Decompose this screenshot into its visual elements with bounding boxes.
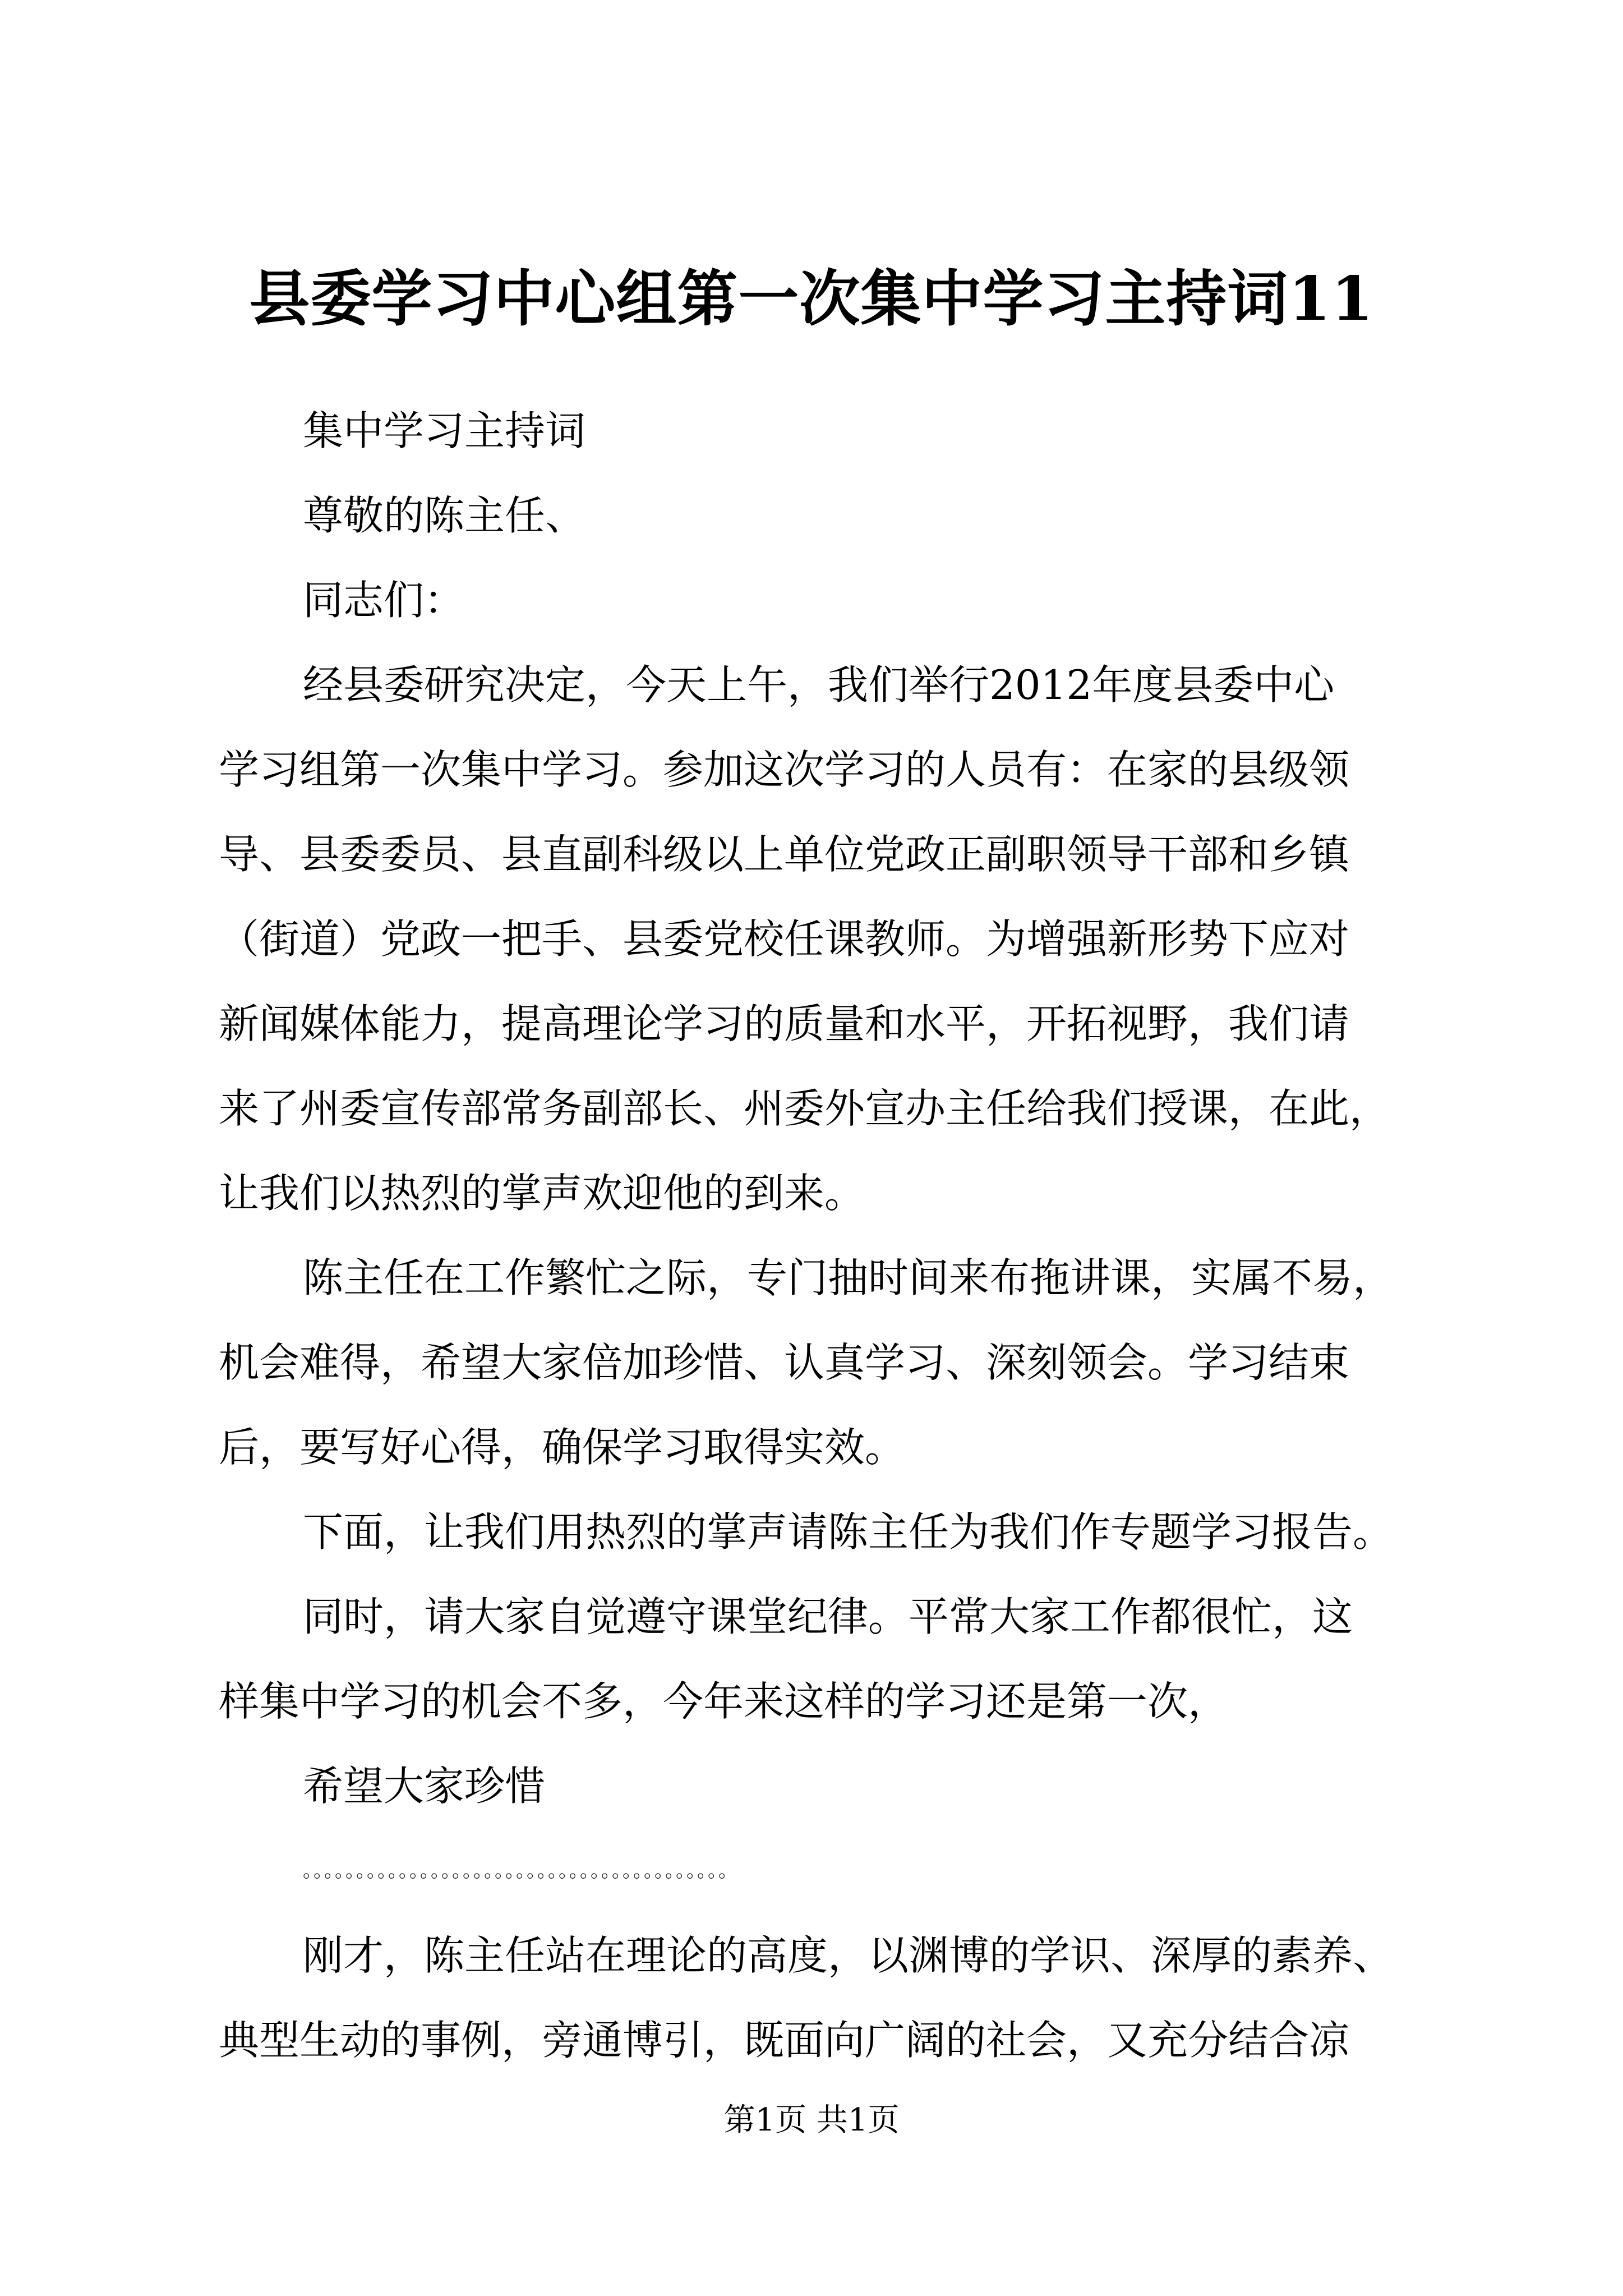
- paragraph-line: 陈主任在工作繁忙之际，专门抽时间来布拖讲课，实属不易，: [303, 1254, 1394, 1301]
- paragraph-line: 希望大家珍惜: [303, 1763, 546, 1810]
- paragraph-line: 学习组第一次集中学习。参加这次学习的人员有：在家的县级领: [219, 746, 1350, 793]
- paragraph-line: 下面，让我们用热烈的掌声请陈主任为我们作专题学习报告。: [303, 1508, 1394, 1556]
- page-footer: 第1页 共1页: [723, 2102, 900, 2138]
- paragraph-line: （街道）党政一把手、县委党校任课教师。为增强新形势下应对: [219, 915, 1350, 963]
- ellipsis-line: 。。。。。。。。。。。。。。。。。。。。。。。。。。。。。。。。。。。。。。。。: [303, 1860, 739, 1882]
- paragraph-line: 让我们以热烈的掌声欢迎他的到来。: [219, 1170, 865, 1217]
- paragraph-line: 样集中学习的机会不多，今年来这样的学习还是第一次，: [219, 1678, 1229, 1725]
- paragraph-line: 尊敬的陈主任、: [303, 492, 586, 539]
- paragraph-line: 后，要写好心得，确保学习取得实效。: [219, 1424, 906, 1471]
- paragraph-line: 刚才，陈主任站在理论的高度，以渊博的学识、深厚的素养、: [303, 1932, 1394, 1979]
- paragraph-line: 同时，请大家自觉遵守课堂纪律。平常大家工作都很忙，这: [303, 1593, 1353, 1640]
- paragraph-line: 典型生动的事例，旁通博引，既面向广阔的社会，又充分结合凉: [219, 2017, 1350, 2064]
- paragraph-line: 经县委研究决定，今天上午，我们举行2012年度县委中心: [303, 661, 1335, 708]
- paragraph-line: 来了州委宣传部常务副部长、州委外宣办主任给我们授课，在此，: [219, 1085, 1390, 1132]
- paragraph-line: 集中学习主持词: [303, 407, 586, 454]
- paragraph-line: 机会难得，希望大家倍加珍惜、认真学习、深刻领会。学习结束: [219, 1339, 1350, 1386]
- paragraph-line: 新闻媒体能力，提高理论学习的质量和水平，开拓视野，我们请: [219, 1000, 1350, 1047]
- paragraph-line: 同志们：: [303, 577, 465, 624]
- document-title: 县委学习中心组第一次集中学习主持词11: [249, 264, 1374, 334]
- paragraph-line: 导、县委委员、县直副科级以上单位党政正副职领导干部和乡镇: [219, 831, 1350, 878]
